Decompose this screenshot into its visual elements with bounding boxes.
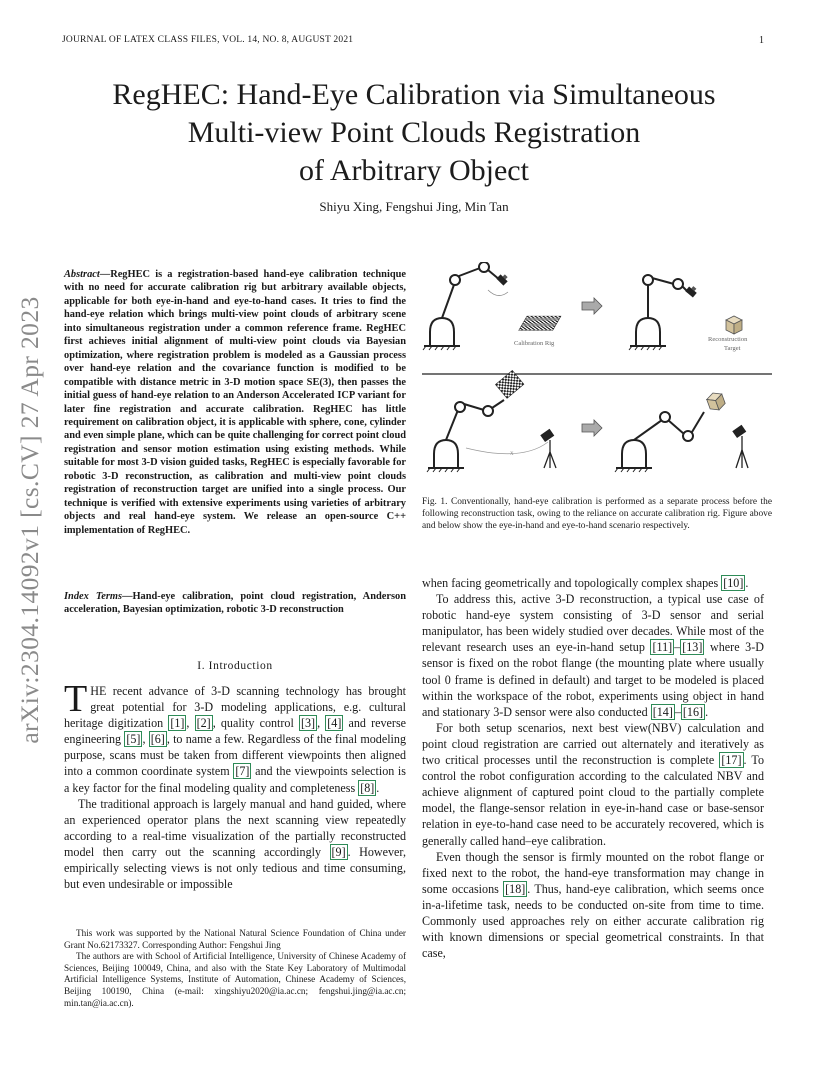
label-calibration-rig: Calibration Rig [514,340,555,347]
arxiv-stamp [12,280,48,760]
robot-eye-in-hand-left [423,262,500,350]
citation-link[interactable]: [6] [150,732,165,747]
citation-link[interactable]: [1] [170,716,185,731]
citation-link[interactable]: [11] [652,640,673,655]
label-reconstruction: Reconstruction [708,336,748,343]
intro-paragraph-2: The traditional approach is largely manual and hand guided, where an experienced operator plans the next scanning view repeatedly according to a real-time visualization of the partially reconstructed model then carry out the scanning accordingly [9] . However, empirically selecting views is not only tedious and time consuming, but even undesirable or impossible [64,796,406,892]
citation-link[interactable]: [4] [327,716,342,731]
figure-1-illustration [422,262,772,492]
sensor-view-arc [488,290,508,296]
arrow-right-icon [582,298,602,314]
introduction-body [64,678,407,892]
view-line [466,442,548,454]
running-header: JOURNAL OF LATEX CLASS FILES, VOL. 14, NO. 8, AUGUST 2021 [62,35,354,45]
figure-1-caption: Fig. 1. Conventionally, hand-eye calibration is performed as a separate process before the following reconstruction task, owing to the reliance on accurate calibration rig. Figure above and below show the eye-in-hand and eye-to-hand scenario respectively. [422,497,772,531]
robot-eye-to-hand-left [427,400,504,472]
citation-link[interactable]: [16] [682,704,704,719]
label-target: Target [724,345,741,352]
tripod-camera-icon [541,430,556,468]
title-line-2: Multi-view Point Clouds Registration [187,116,641,149]
right-paragraph-2: For both setup scenarios, next best view(NBV) calculation and point cloud registration are carried out alternately and iteratively as two critical processes until the reconstruction is complete [17] . To control the robot configuration according to the calculated NBV and achieve alignment of captured point cloud to the partially complete model, the flange-sensor relation in eye-in-hand case or base-sensor relation in eye-to-hand case need to be accurately recovered, which is generally called hand–eye calibration. [422,720,764,848]
camera-sensor-icon [685,284,698,297]
footnote-affiliation: The authors are with School of Artificial Intelligence, University of Chinese Academy of Sciences, Beijing 100049, China, and also with the State Key Laboratory of Multimodal Artificial Intelligence Systems, Institute of Automation, Chinese Academy of Sciences, Beijing 100190, China (e-mail: xingshiyu2020@ia.ac.cn; fengshui.jing@ia.ac.cn; min.tan@ia.ac.cn). [64,951,406,1008]
calibration-rig-icon [519,316,561,330]
robot-eye-to-hand-right [615,412,704,472]
reconstruction-target-icon [726,316,742,334]
figure-1 [422,262,772,492]
citation-link[interactable]: [7] [235,764,250,779]
abstract-text: —RegHEC is a registration-based hand-eye calibration technique with no need for accurate calibration rig but arbitrary available objects, applicable for both eye-in-hand and eye-to-hand cases. It tries to find the hand-eye relation which brings multi-view point clouds of arbitrary scene into simultaneous registration under a common reference frame. RegHEC first achieves initial alignment of multi-view point clouds via Bayesian optimization, where registration problem is modeled as a Gaussian process over hand-eye relation and the covariance function is modified to be compatible with distance metric in 3-D motion space SE(3), then passes the initial guess of hand-eye relation to an Anderson Accelerated ICP variant for later fine registration and accurate calibration. RegHEC has little requirement on calibration object, it is applicable with sphere, cone, cylinder and even simple plane, which can be quite challenging for correct point cloud registration and sensor motion estimation using existing methods. While suitable for most 3-D vision guided tasks, RegHEC is especially favorable for robotic 3-D reconstruction, as calibration and multi-view point clouds registration of reconstruction target are unified into a single process. Our technique is verified with extensive experiments using varieties of arbitrary objects and real hand-eye system. We release an open-source C++ implementation of RegHEC. [64,269,406,536]
citation-link[interactable]: [3] [300,716,316,731]
index-terms-text: —Hand-eye calibration, point cloud registration, Anderson acceleration, Bayesian optimization, robotic 3-D reconstruction [64,591,406,616]
page-number: 1 [759,35,764,46]
citation-link[interactable]: [9] [331,844,346,859]
right-paragraph-0: when facing geometrically and topologically complex shapes [10] . [422,576,749,590]
citation-link[interactable]: [5] [126,732,141,747]
right-paragraph-1: To address this, active 3-D reconstruction, a typical use case of robotic hand-eye system consisting of 3-D sensor and serial manipulator, has been widely studied over decades. While most of the relevant research uses an eye-in-hand setup [11] – [13] where 3-D sensor is fixed on the robot flange (the mounting plate where usually tool 0 frame is defined in default) and target to be modeled is placed within the workspace of the robot, experiments using object in hand and stationary 3-D sensor were also conducted [14] – [16] . [422,592,764,719]
abstract [64,268,406,537]
camera-sensor-icon [496,272,509,285]
title-line-1: RegHEC: Hand-Eye Calibration via Simultaneous [112,78,716,111]
paper-title [40,76,788,190]
tripod-camera-icon [733,426,748,468]
right-paragraph-3: Even though the sensor is firmly mounted on the robot flange or fixed next to the robot, the hand-eye transformation may change in some occasions [18] . Thus, hand-eye calibration, which seems once in-a-lifetime task, needs to be conducted on-site from time to time. Commonly used approaches rely on either accurate calibration rig with known dimensions or special geometrical constraints. In that case, [422,849,765,961]
index-terms-label: Index Terms [64,591,123,602]
svg-text:X: X [510,452,514,457]
citation-link[interactable]: [14] [652,704,673,719]
citation-link[interactable]: [13] [682,640,703,655]
right-column-body [422,575,764,961]
section-heading-introduction: I. Introduction [197,660,273,672]
abstract-label: Abstract [64,269,100,280]
citation-link[interactable]: [17] [721,753,742,768]
author-list: Shiyu Xing, Fengshui Jing, Min Tan [319,199,509,214]
calibration-rig-icon [495,370,523,398]
arrow-right-icon [582,420,602,436]
citation-link[interactable]: [10] [723,576,744,590]
citation-link[interactable]: [2] [196,716,211,731]
citation-link[interactable]: [8] [360,780,375,795]
citation-link[interactable]: [18] [505,881,526,896]
footnote-funding: This work was supported by the National Natural Science Foundation of China under Grant No.62173327. Corresponding Author: Fengshui Jing [64,928,406,950]
arxiv-stamp-text: arXiv:2304.14092v1 [cs.CV] 27 Apr 2023 [15,296,44,744]
intro-paragraph-1: THE recent advance of 3-D scanning technology has brought great potential for 3-D modeling applications, e.g. cultural heritage digitization [1] , [2] , quality control [3] , [4] and reverse engineering [5] , [6] , to name a few. Regardless of the final modeling purpose, scans must be taken from different viewpoints then aligned into a common coordinate system [7] and the viewpoints selection is a key factor for the final modeling quality and completeness [8] . [64,678,407,795]
drop-cap: T [64,678,88,720]
index-terms [64,590,406,617]
reconstruction-target-icon [705,390,726,412]
title-line-3: of Arbitrary Object [299,154,529,187]
footnotes [64,928,406,1009]
robot-eye-in-hand-right [629,275,688,350]
